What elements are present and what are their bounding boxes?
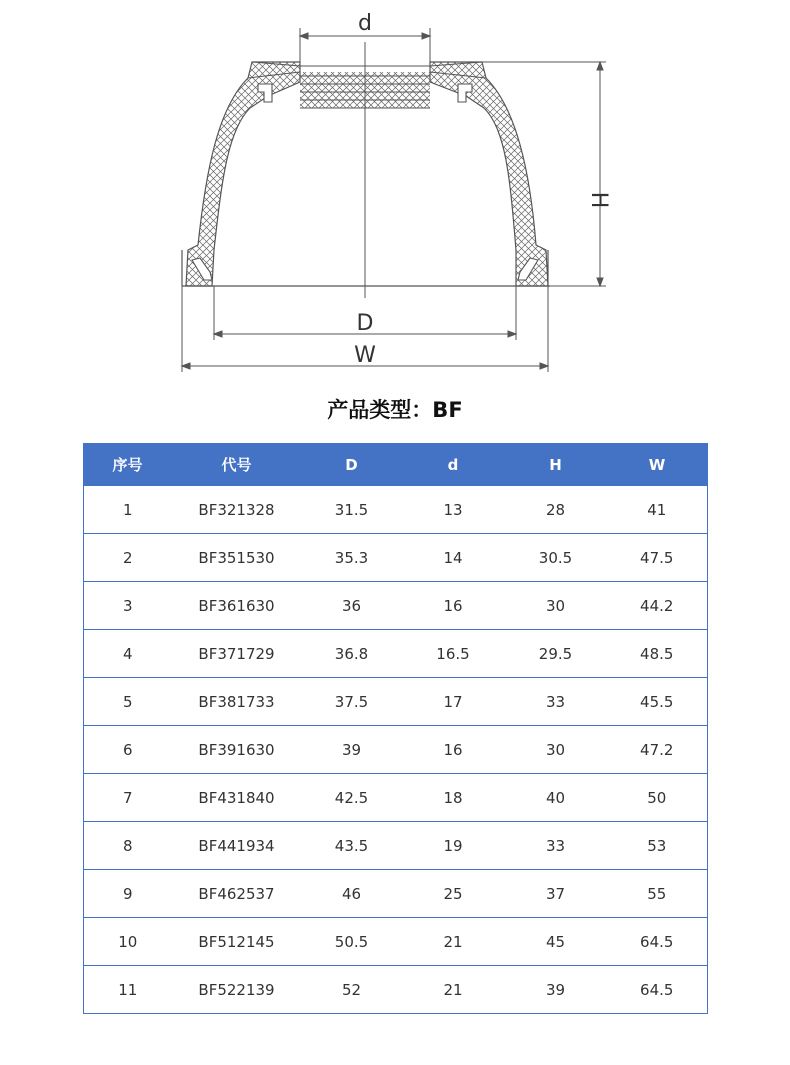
cell-code: BF371729 bbox=[172, 630, 302, 678]
cell-index: 10 bbox=[84, 918, 172, 966]
cell-W: 55 bbox=[607, 870, 708, 918]
boot-section-left bbox=[186, 62, 300, 286]
cell-W: 45.5 bbox=[607, 678, 708, 726]
cell-index: 5 bbox=[84, 678, 172, 726]
technical-drawing bbox=[0, 0, 790, 385]
cell-D: 43.5 bbox=[302, 822, 402, 870]
cell-D: 39 bbox=[302, 726, 402, 774]
cell-H: 45 bbox=[505, 918, 607, 966]
cell-index: 7 bbox=[84, 774, 172, 822]
cell-H: 39 bbox=[505, 966, 607, 1014]
cell-code: BF441934 bbox=[172, 822, 302, 870]
cell-index: 11 bbox=[84, 966, 172, 1014]
boot-section-right bbox=[430, 62, 548, 286]
cell-d: 16.5 bbox=[402, 630, 505, 678]
cell-D: 50.5 bbox=[302, 918, 402, 966]
cell-D: 46 bbox=[302, 870, 402, 918]
cell-W: 47.2 bbox=[607, 726, 708, 774]
cell-W: 41 bbox=[607, 486, 708, 534]
cell-code: BF522139 bbox=[172, 966, 302, 1014]
cell-index: 1 bbox=[84, 486, 172, 534]
col-header-code: 代号 bbox=[172, 444, 302, 486]
cell-H: 40 bbox=[505, 774, 607, 822]
cell-code: BF321328 bbox=[172, 486, 302, 534]
cell-H: 30 bbox=[505, 582, 607, 630]
table-row bbox=[84, 966, 708, 1014]
cell-W: 64.5 bbox=[607, 966, 708, 1014]
cell-d: 13 bbox=[402, 486, 505, 534]
table-row bbox=[84, 630, 708, 678]
cell-D: 52 bbox=[302, 966, 402, 1014]
dim-label-W: W bbox=[354, 343, 376, 368]
cell-index: 6 bbox=[84, 726, 172, 774]
cell-code: BF512145 bbox=[172, 918, 302, 966]
cell-D: 42.5 bbox=[302, 774, 402, 822]
col-header-H: H bbox=[505, 444, 607, 486]
product-type-title: 产品类型：BF bbox=[327, 398, 463, 422]
cell-D: 31.5 bbox=[302, 486, 402, 534]
cell-index: 9 bbox=[84, 870, 172, 918]
cell-d: 14 bbox=[402, 534, 505, 582]
cell-index: 4 bbox=[84, 630, 172, 678]
table-row bbox=[84, 918, 708, 966]
cell-d: 17 bbox=[402, 678, 505, 726]
dim-label-d: d bbox=[358, 11, 372, 36]
col-header-D: D bbox=[302, 444, 402, 486]
cell-d: 21 bbox=[402, 966, 505, 1014]
cell-W: 44.2 bbox=[607, 582, 708, 630]
cell-H: 28 bbox=[505, 486, 607, 534]
cell-W: 48.5 bbox=[607, 630, 708, 678]
cell-d: 21 bbox=[402, 918, 505, 966]
cell-index: 8 bbox=[84, 822, 172, 870]
table-row bbox=[84, 582, 708, 630]
cell-index: 3 bbox=[84, 582, 172, 630]
cell-W: 47.5 bbox=[607, 534, 708, 582]
col-header-W: W bbox=[607, 444, 708, 486]
cell-H: 33 bbox=[505, 678, 607, 726]
table-row bbox=[84, 726, 708, 774]
cell-d: 19 bbox=[402, 822, 505, 870]
table-header-row bbox=[84, 444, 708, 486]
table-row bbox=[84, 534, 708, 582]
table-row bbox=[84, 486, 708, 534]
cell-code: BF431840 bbox=[172, 774, 302, 822]
cell-code: BF381733 bbox=[172, 678, 302, 726]
table-row bbox=[84, 678, 708, 726]
cell-H: 30.5 bbox=[505, 534, 607, 582]
cell-d: 18 bbox=[402, 774, 505, 822]
cell-W: 50 bbox=[607, 774, 708, 822]
cell-code: BF351530 bbox=[172, 534, 302, 582]
cell-W: 53 bbox=[607, 822, 708, 870]
cell-W: 64.5 bbox=[607, 918, 708, 966]
col-header-index: 序号 bbox=[84, 444, 172, 486]
cell-D: 35.3 bbox=[302, 534, 402, 582]
spec-table bbox=[83, 443, 708, 1014]
cell-d: 16 bbox=[402, 726, 505, 774]
table-row bbox=[84, 822, 708, 870]
table-row bbox=[84, 774, 708, 822]
cell-code: BF462537 bbox=[172, 870, 302, 918]
cell-D: 36 bbox=[302, 582, 402, 630]
cell-H: 30 bbox=[505, 726, 607, 774]
cell-code: BF361630 bbox=[172, 582, 302, 630]
table-row bbox=[84, 870, 708, 918]
cell-index: 2 bbox=[84, 534, 172, 582]
cell-H: 29.5 bbox=[505, 630, 607, 678]
cell-H: 37 bbox=[505, 870, 607, 918]
cell-H: 33 bbox=[505, 822, 607, 870]
dim-label-D: D bbox=[356, 311, 374, 336]
cell-code: BF391630 bbox=[172, 726, 302, 774]
col-header-d: d bbox=[402, 444, 505, 486]
cell-D: 36.8 bbox=[302, 630, 402, 678]
cell-d: 25 bbox=[402, 870, 505, 918]
cell-d: 16 bbox=[402, 582, 505, 630]
dim-label-H: H bbox=[586, 191, 611, 209]
cell-D: 37.5 bbox=[302, 678, 402, 726]
